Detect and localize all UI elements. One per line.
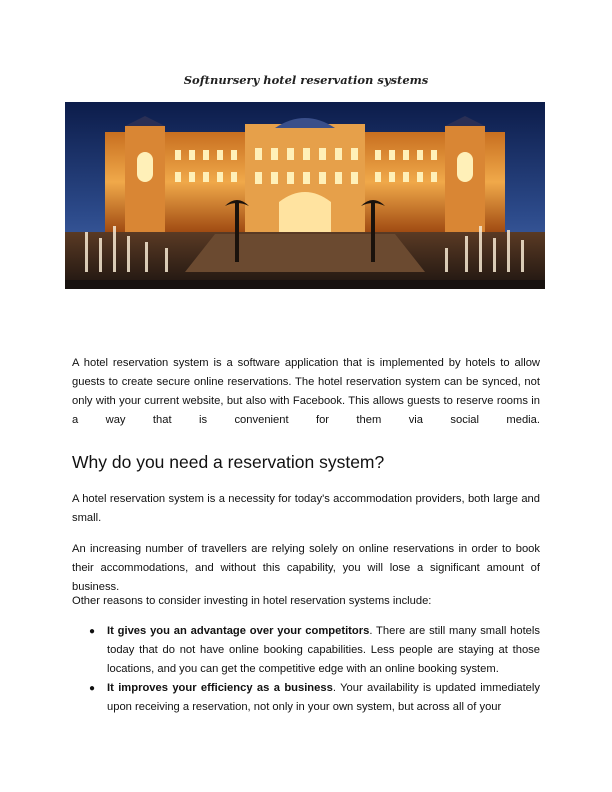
intro-paragraph: A hotel reservation system is a software application that is implemented by hotels to allow guests to create secure online reservations. The hotel reservation system can be synced, not only with your current website, but also with Facebook. This allows guests to reserve rooms in a way that is convenient for them via social media. (72, 357, 540, 426)
bullet-bold-lead: It improves your efficiency as a business (107, 682, 333, 694)
bullet-icon: ● (89, 626, 96, 637)
document-title: Softnursery hotel reservation systems (183, 73, 429, 87)
bullet-icon: ● (89, 683, 96, 694)
bullet-bold-lead: It gives you an advantage over your competitors (107, 625, 370, 637)
reasons-list (72, 622, 540, 717)
list-item (72, 679, 540, 717)
paragraph-necessity: A hotel reservation system is a necessity for today's accommodation providers, both large and small. (72, 493, 540, 524)
hotel-hero-image (65, 102, 545, 289)
list-item (72, 622, 540, 679)
paragraph-online-travellers: An increasing number of travellers are relying solely on online reservations in order to book their accommodations, and without this capability, you will lose a significant amount of business. (72, 543, 540, 593)
section-heading: Why do you need a reservation system? (72, 452, 385, 472)
bullet-text: . There are still many small hotels today that do not have online booking capabilities. Less people are staying at those locations, and you can get the competitive edge with an online booking system. (107, 625, 540, 675)
bullet-text: . Your availability is updated immediately upon receiving a reservation, not only in your own system, but across all of your (107, 682, 540, 713)
paragraph-other-reasons: Other reasons to consider investing in hotel reservation systems include: (72, 595, 432, 607)
